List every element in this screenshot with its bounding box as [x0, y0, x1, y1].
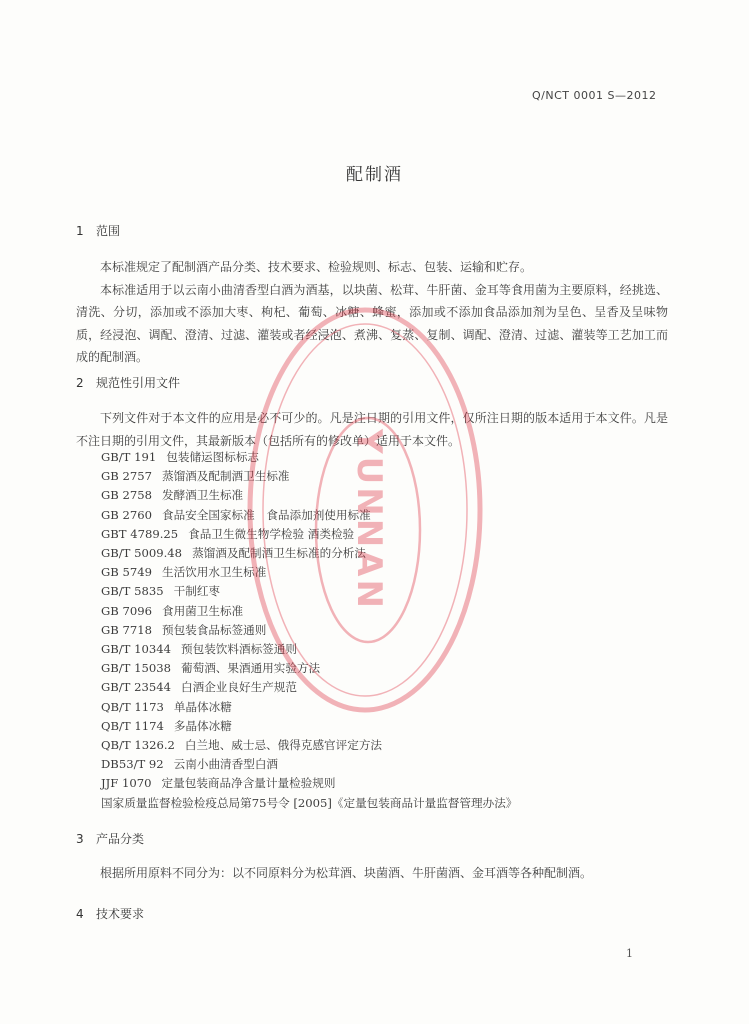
reference-title: 白兰地、威士忌、俄得克感官评定方法 — [184, 738, 383, 753]
section-heading-product-classification — [76, 830, 144, 847]
svg-text:YUNNAN: YUNNAN — [349, 429, 389, 611]
reference-code: GB 7718 — [101, 622, 152, 637]
section-heading-normative-references — [76, 374, 180, 391]
section-title: 规范性引用文件 — [96, 376, 181, 390]
scope-text — [76, 256, 668, 369]
section-title: 技术要求 — [96, 907, 145, 921]
reference-title: 蒸馏酒及配制酒卫生标准 — [161, 469, 290, 484]
reference-title: 发酵酒卫生标准 — [161, 488, 244, 503]
normative-intro — [76, 407, 668, 452]
reference-code: GB 2760 — [101, 507, 152, 522]
reference-item — [101, 525, 517, 544]
classification-text — [76, 862, 668, 885]
reference-code: GB 2757 — [101, 469, 152, 484]
section-number: 4 — [76, 907, 84, 921]
reference-code: DB53/T 92 — [101, 757, 164, 772]
reference-item — [101, 736, 517, 755]
reference-title: 定量包装商品净含量计量检验规则 — [161, 776, 336, 791]
reference-title: 食用菌卫生标准 — [161, 603, 244, 618]
normative-intro-paragraph: 下列文件对于本文件的应用是必不可少的。凡是注日期的引用文件，仅所注日期的版本适用于本文件。凡是不注日期的引用文件，其最新版本（包括所有的修改单）适用于本文件。 — [76, 411, 668, 448]
classification-paragraph: 根据所用原料不同分为：以不同原料分为松茸酒、块菌酒、牛肝菌酒、金耳酒等各种配制酒。 — [100, 866, 593, 880]
section-number: 2 — [76, 376, 84, 390]
reference-title: 白酒企业良好生产规范 — [181, 680, 297, 695]
reference-item — [101, 582, 517, 601]
reference-code: QB/T 1174 — [101, 718, 164, 733]
reference-code: GB/T 5009.48 — [101, 546, 183, 561]
reference-title: 食品卫生微生物学检验 酒类检验 — [188, 526, 355, 541]
reference-item — [101, 602, 517, 621]
reference-item — [101, 621, 517, 640]
reference-code: JJF 1070 — [101, 776, 152, 791]
reference-item — [101, 678, 517, 697]
reference-code: GBT 4789.25 — [101, 526, 179, 541]
scope-paragraph: 本标准规定了配制酒产品分类、技术要求、检验规则、标志、包装、运输和贮存。 — [100, 260, 533, 274]
section-number: 3 — [76, 832, 84, 846]
reference-title: 蒸馏酒及配制酒卫生标准的分析法 — [192, 546, 366, 561]
document-title: 配制酒 — [346, 165, 403, 185]
reference-code: GB 5749 — [101, 565, 152, 580]
reference-code: QB/T 1173 — [101, 699, 164, 714]
reference-list — [101, 448, 517, 813]
reference-title: 生活饮用水卫生标准 — [161, 565, 267, 580]
reference-title: 葡萄酒、果酒通用实验方法 — [181, 661, 321, 676]
section-title: 范围 — [96, 224, 121, 238]
reference-item — [101, 448, 517, 467]
section-heading-technical-requirements — [76, 905, 144, 922]
reference-item — [101, 698, 517, 717]
reference-item — [101, 544, 517, 563]
reference-item — [101, 486, 517, 505]
reference-title: 食品安全国家标准 食品添加剂使用标准 — [161, 507, 371, 522]
reference-title: 单晶体冰糖 — [173, 699, 232, 714]
reference-title: 多晶体冰糖 — [173, 718, 232, 733]
scope-paragraph: 本标准适用于以云南小曲清香型白酒为酒基，以块菌、松茸、牛肝菌、金耳等食用菌为主要原料，经挑选、清洗、分切，添加或不添加大枣、枸杞、葡萄、冰糖、蜂蜜，添加或不添加食品添加剂为呈色、呈香及呈味物质，经浸泡、调配、澄清、过滤、灌装或者经浸泡、煮沸、复蒸、复制、调配、澄清、过滤、灌装等工艺加工而成的配制酒。 — [76, 282, 668, 364]
reference-code: GB/T 191 — [101, 450, 157, 464]
reference-title: 干制红枣 — [173, 584, 221, 599]
section-number: 1 — [76, 224, 84, 238]
reference-code: GB/T 23544 — [101, 680, 171, 695]
reference-item — [101, 640, 517, 659]
reference-item — [101, 659, 517, 678]
reference-title: 预包装饮料酒标签通则 — [181, 642, 297, 657]
section-heading-scope — [76, 222, 120, 239]
reference-item — [101, 717, 517, 736]
reference-title: 包装储运图标标志 — [166, 450, 260, 464]
reference-item — [101, 774, 517, 793]
reference-title: 预包装食品标签通则 — [161, 622, 267, 637]
reference-item — [101, 506, 517, 525]
section-title: 产品分类 — [96, 832, 145, 846]
page-number: 1 — [626, 947, 633, 960]
document-code: Q/NCT 0001 S—2012 — [532, 89, 657, 102]
reference-title: 国家质量监督检验检疫总局第75号令 [2005]《定量包装商品计量监督管理办法》 — [101, 795, 518, 810]
reference-code: GB 7096 — [101, 603, 152, 618]
reference-code: GB 2758 — [101, 488, 152, 503]
reference-item — [101, 563, 517, 582]
reference-code: QB/T 1326.2 — [101, 738, 175, 753]
reference-code: GB/T 10344 — [101, 642, 171, 657]
reference-item — [101, 467, 517, 486]
reference-item — [101, 755, 517, 774]
reference-code: GB/T 5835 — [101, 584, 164, 599]
reference-item — [101, 794, 517, 813]
reference-code: GB/T 15038 — [101, 661, 171, 676]
reference-title: 云南小曲清香型白酒 — [173, 757, 279, 772]
